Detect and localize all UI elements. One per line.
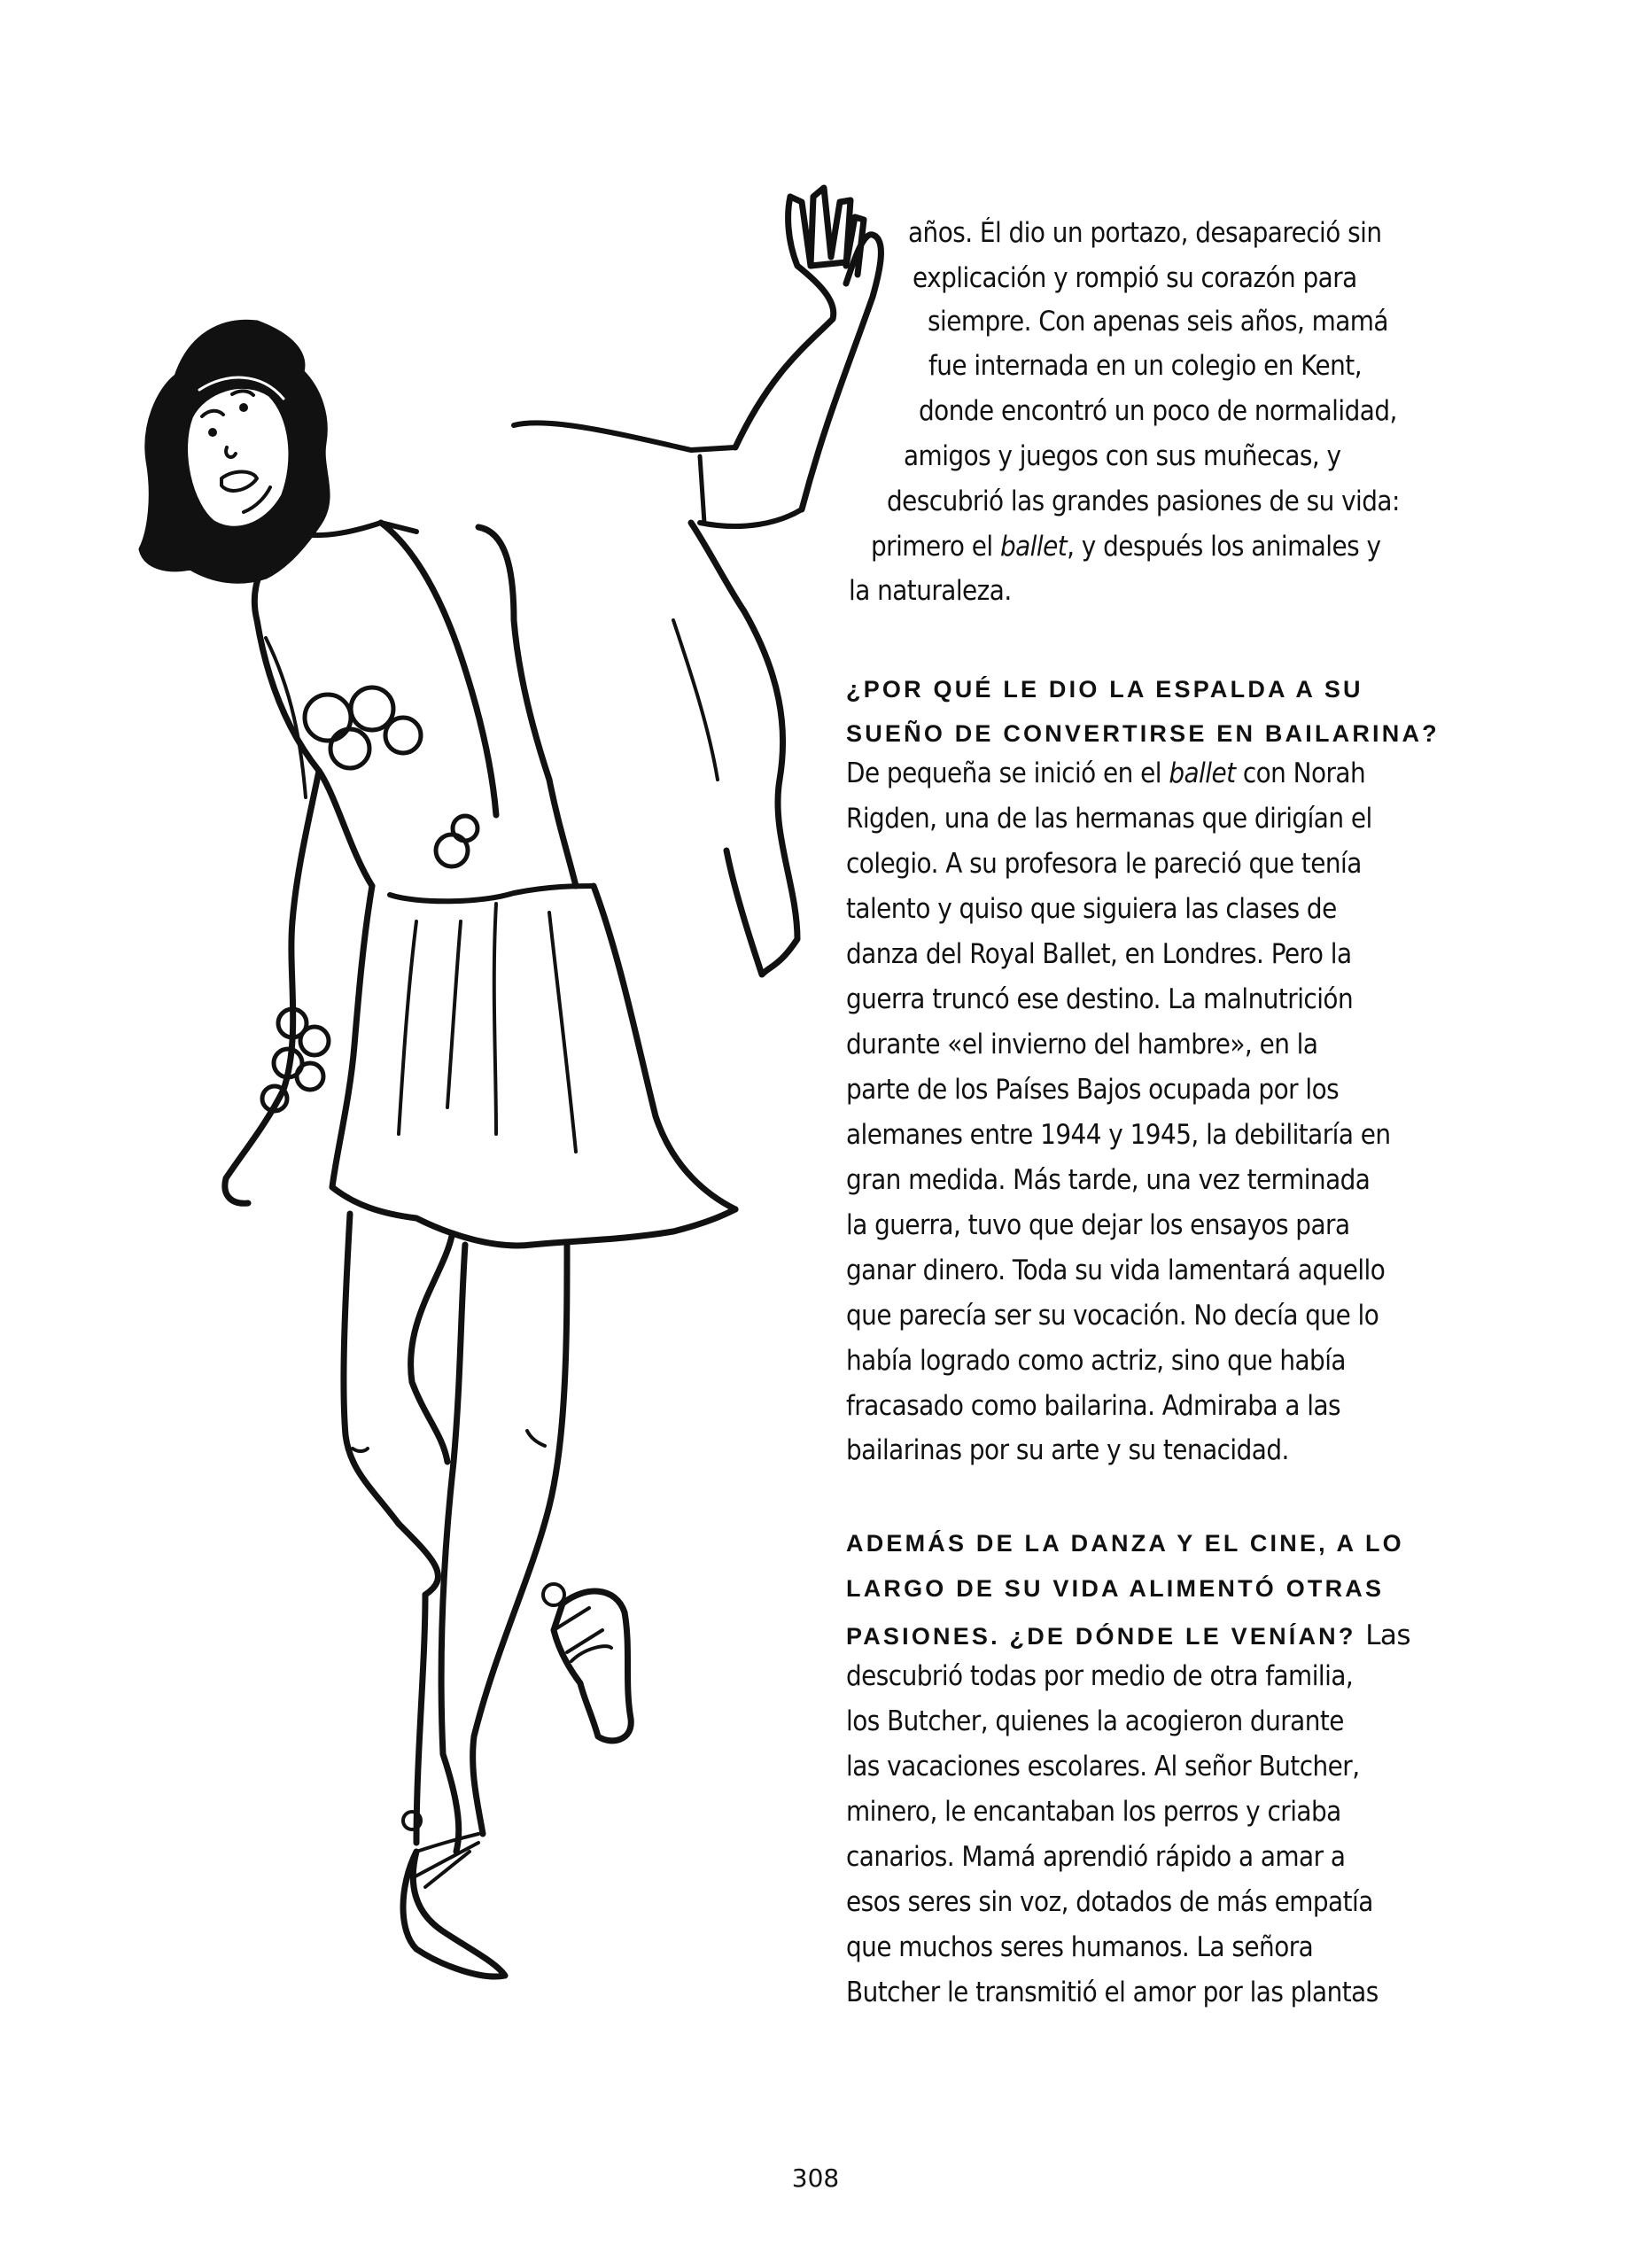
raised-arm (514, 188, 881, 526)
legs (344, 1214, 567, 1852)
intro-line-2: explicación y rompió su corazón para (913, 262, 1357, 294)
body-text: con Norah (1242, 757, 1366, 789)
section-2-body-line-7: que muchos seres humanos. La señora (846, 1931, 1314, 1963)
section-1-body-line-3: colegio. A su profesora le pareció que tenía (846, 848, 1362, 880)
section-2-body-line-1: descubrió todas por medio de otra familia, (846, 1660, 1354, 1692)
intro-line-6: amigos y juegos con sus muñecas, y (904, 440, 1341, 472)
body-italic-ballet: ballet (1169, 757, 1236, 789)
section-2-body-line-4: minero, le encantaban los perros y criaba (846, 1796, 1341, 1828)
section-2-body-line-2: los Butcher, quienes la acogieron durante (846, 1705, 1344, 1737)
intro-line-3: siempre. Con apenas seis años, mamá (928, 306, 1388, 338)
section-1-body-line-11: la guerra, tuvo que dejar los ensayos para (846, 1209, 1350, 1241)
section-1-body-line-12: ganar dinero. Toda su vida lamentará aquello (846, 1254, 1386, 1286)
intro-line-1: años. Él dio un portazo, desapareció sin (908, 217, 1382, 249)
section-1-body-line-6: guerra truncó ese destino. La malnutrición (846, 983, 1354, 1015)
section-1-heading-line-2: SUEÑO DE CONVERTIRSE EN BAILARINA? (846, 720, 1440, 747)
section-1-body-line-10: gran medida. Más tarde, una vez terminada (846, 1164, 1371, 1196)
intro-italic-ballet: ballet (999, 531, 1068, 563)
section-2-body-start: Las (1365, 1619, 1410, 1651)
section-1-body-line-8: parte de los Países Bajos ocupada por los (846, 1074, 1340, 1106)
section-1-heading-line-1: ¿POR QUÉ LE DIO LA ESPALDA A SU (846, 676, 1363, 703)
ballet-shoes (403, 1584, 631, 1977)
section-1-body-line-16: bailarinas por su arte y su tenacidad. (846, 1434, 1289, 1466)
face (185, 386, 291, 529)
page-number: 308 (791, 2163, 840, 2193)
section-2-heading-line-2: LARGO DE SU VIDA ALIMENTÓ OTRAS (846, 1575, 1385, 1602)
section-2-heading-text: PASIONES. ¿DE DÓNDE LE VENÍAN? (846, 1623, 1356, 1650)
section-1-body-line-14: había logrado como actriz, sino que había (846, 1345, 1347, 1377)
intro-line-8 (871, 533, 1380, 561)
section-1-body-line-15: fracasado como bailarina. Admiraba a las (846, 1390, 1341, 1422)
body-text: De pequeña se inició en el (846, 757, 1161, 789)
intro-text: , y después los animales y (1067, 531, 1381, 563)
intro-text: primero el (871, 531, 993, 563)
section-1-body-line-13: que parecía ser su vocación. No decía que lo (846, 1300, 1379, 1332)
intro-line-9: la naturaleza. (849, 575, 1012, 607)
intro-line-4: fue internada en un colegio en Kent, (928, 350, 1363, 382)
section-1-body-line-4: talento y quiso que siguiera las clases de (846, 893, 1337, 925)
section-1-body-line-1 (846, 757, 1366, 789)
section-2-body-line-5: canarios. Mamá aprendió rápido a amar a (846, 1841, 1346, 1873)
section-2-body-line-6: esos seres sin voz, dotados de más empatía (846, 1886, 1373, 1918)
section-2-body-line-3: las vacaciones escolares. Al señor Butcher, (846, 1751, 1360, 1783)
section-2-body-line-8: Butcher le transmitió el amor por las plantas (846, 1977, 1379, 2008)
dress (225, 523, 797, 1246)
section-2-heading-line-1: ADEMÁS DE LA DANZA Y EL CINE, A LO (846, 1530, 1404, 1557)
section-1-body-line-9: alemanes entre 1944 y 1945, la debilitaría en (846, 1119, 1391, 1151)
section-1-body-line-7: durante «el invierno del hambre», en la (846, 1029, 1318, 1060)
section-1-body-line-2: Rigden, una de las hermanas que dirigían el (846, 803, 1372, 835)
section-2-heading-line-3 (846, 1619, 1410, 1651)
intro-line-7: descubrió las grandes pasiones de su vida: (887, 485, 1400, 517)
intro-line-5: donde encontró un poco de normalidad, (919, 395, 1397, 427)
section-1-body-line-5: danza del Royal Ballet, en Londres. Pero la (846, 938, 1352, 970)
